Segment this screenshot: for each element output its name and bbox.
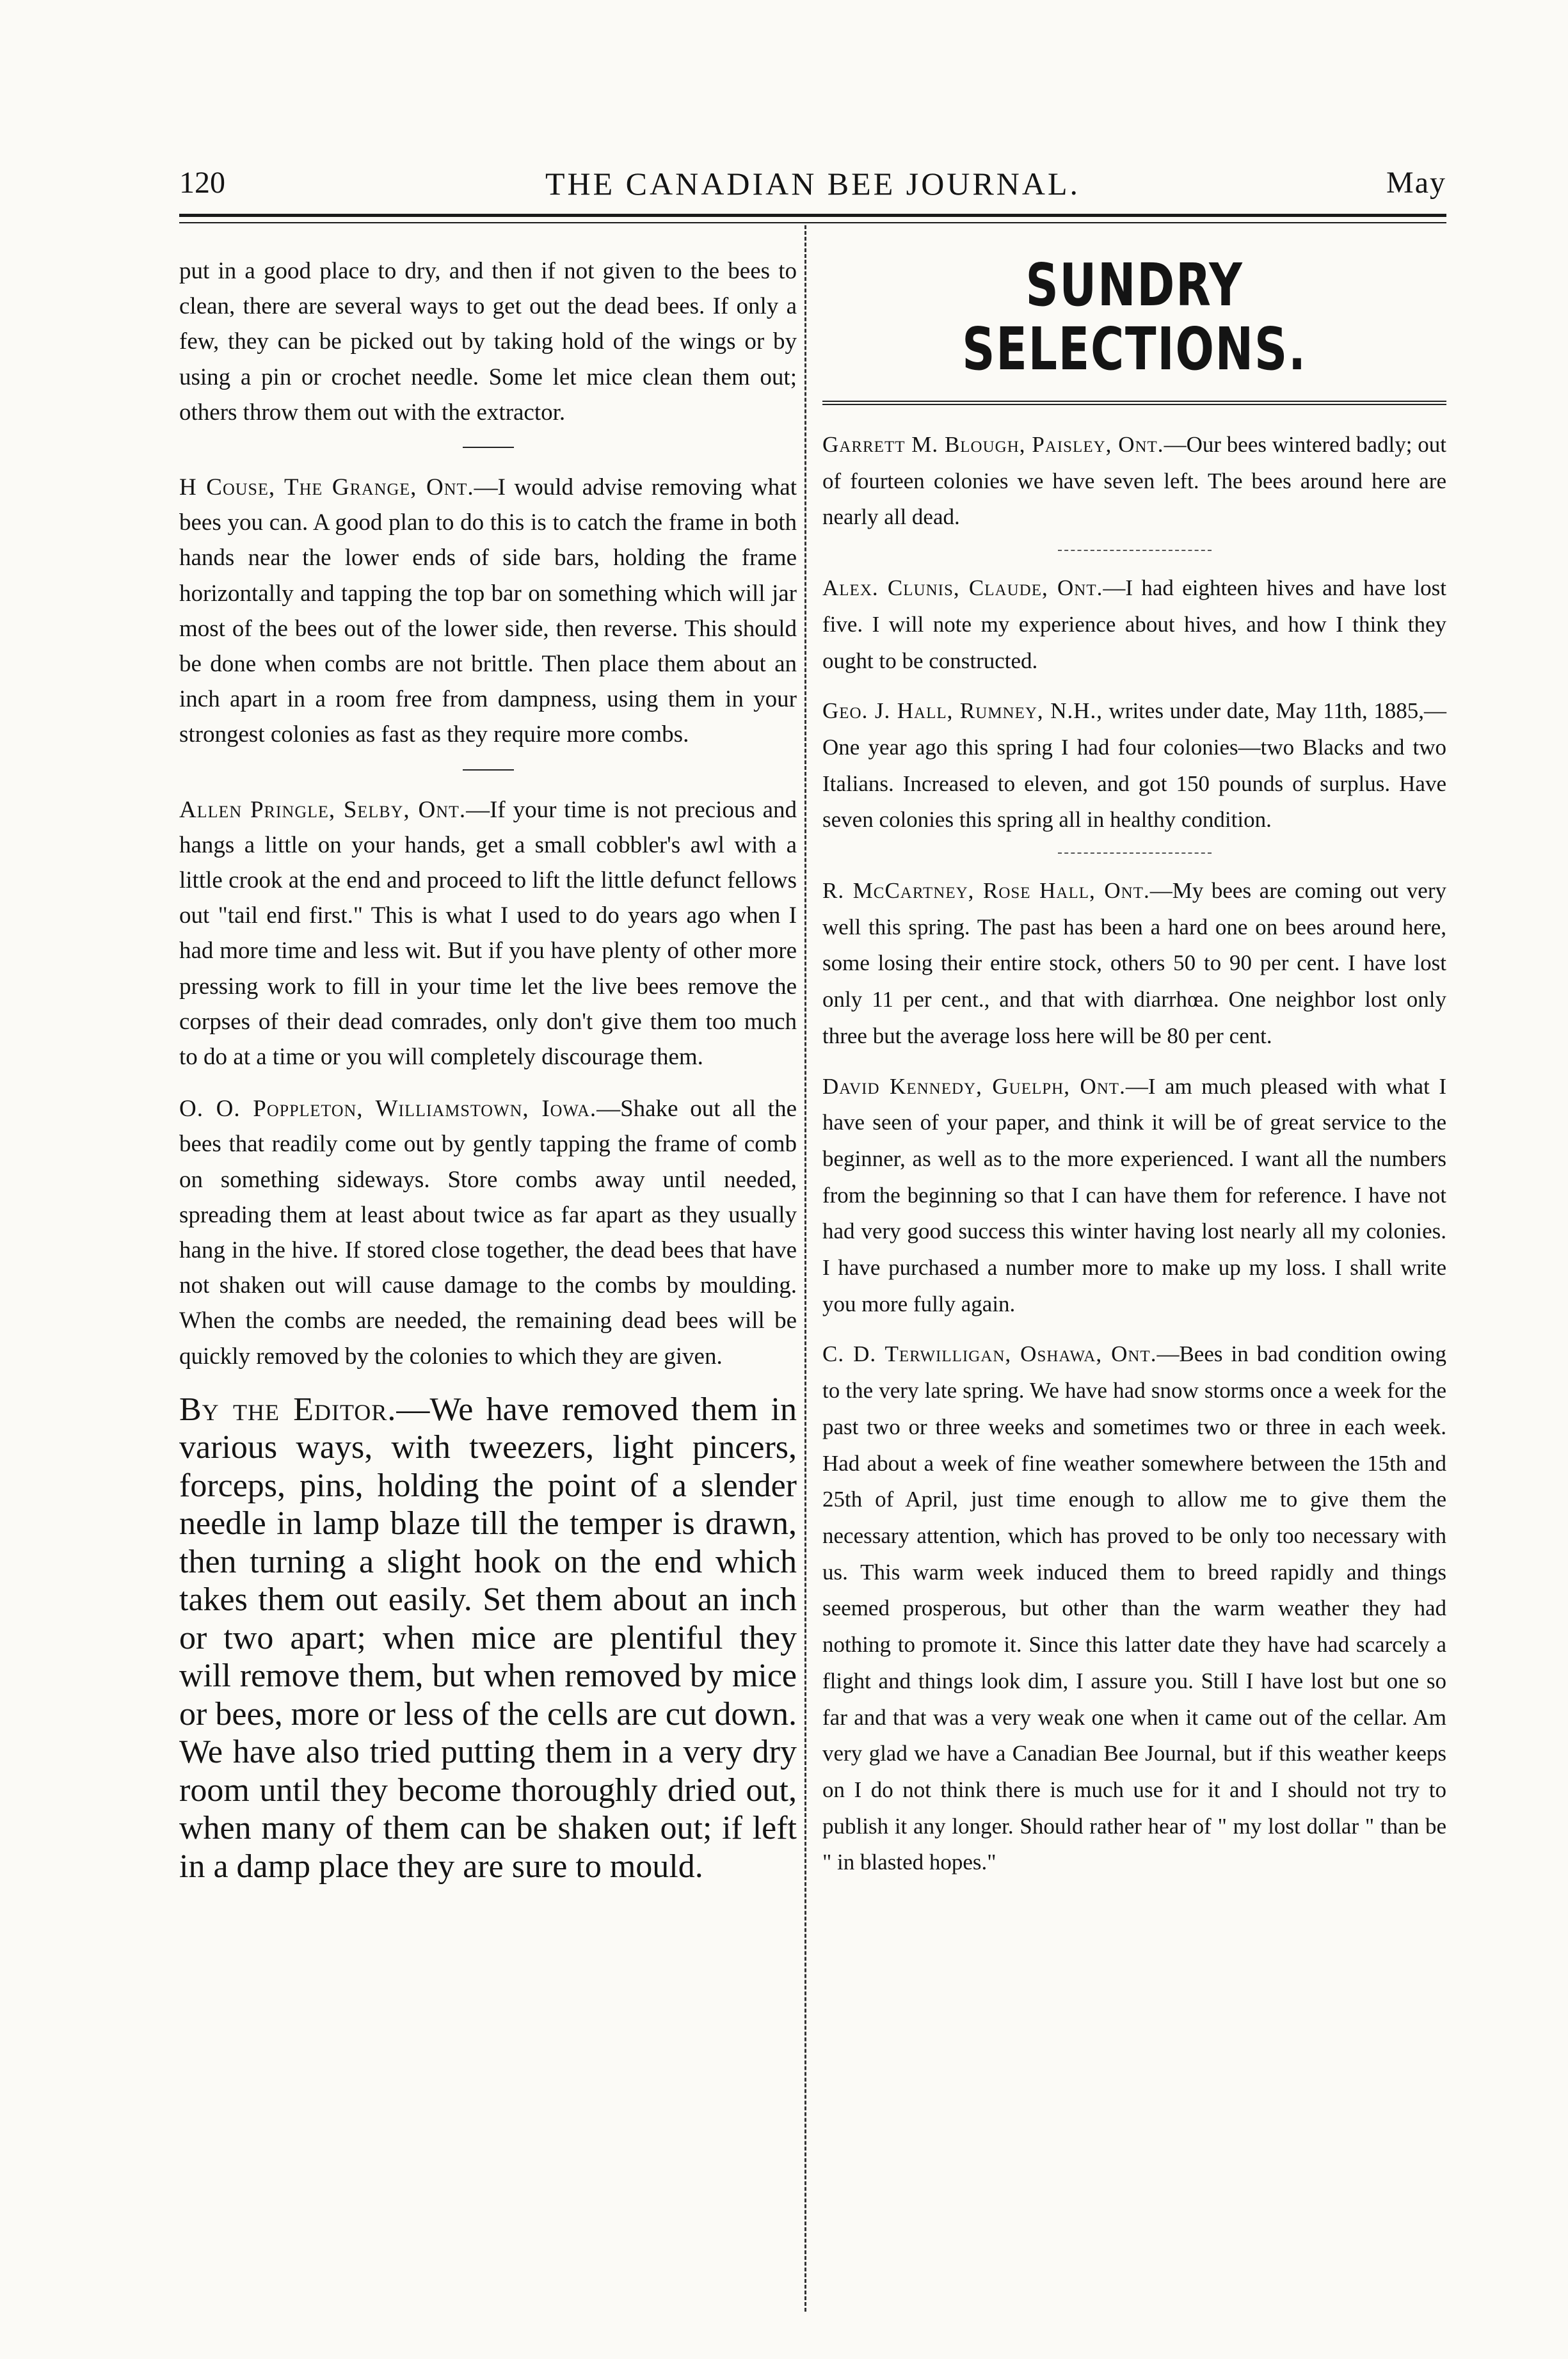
letter-poppleton	[179, 1091, 797, 1374]
letter-couse	[179, 470, 797, 753]
letter-author: Allen Pringle, Selby, Ont.	[179, 796, 467, 823]
page-header	[179, 165, 1446, 204]
journal-title: THE CANADIAN BEE JOURNAL.	[545, 166, 1081, 202]
letter-author: R. McCartney, Rose Hall, Ont.	[822, 878, 1150, 904]
title-rule	[822, 401, 1446, 402]
letter-body: —I had eighteen hives and have lost five. I will note my experience about hives, and how I think they ought to be constructed.	[822, 575, 1446, 673]
letter-author: Alex. Clunis, Claude, Ont.	[822, 575, 1103, 601]
column-divider	[804, 225, 806, 2312]
title-rule	[822, 404, 1446, 405]
letter-body: writes under date, May 11th, 1885,—One year ago this spring I had four colonies—two Blacks and two Italians. Increased to eleven, and got 150 pounds of surplus. Have seven colonies this spring all in healthy condition.	[822, 698, 1446, 833]
letter-author: O. O. Poppleton, Williamstown, Iowa.	[179, 1096, 597, 1123]
separator-rule	[463, 769, 514, 771]
letter-author: David Kennedy, Guelph, Ont.	[822, 1073, 1126, 1099]
left-column	[179, 253, 797, 1902]
editor-byline: By the Editor.	[179, 1391, 397, 1428]
letter-kennedy	[822, 1069, 1446, 1323]
letter-body: —Bees in bad condition owing to the very late spring. We have had snow storms once a week for the past two or three weeks and sometimes two or three in each week. Had about a week of fine weather somewhere between the 15th and 25th of April, just time enough to allow me to give them the necessary attention, which has proved to be only too necessary with us. This warm week induced them to breed rapidly and things seemed prosperous, but other than the warm weather they had nothing to promote it. Since this latter date they have had scarcely a flight and things look dim, I assure you. Still I have lost but one so far and that was a very weak one when it came out of the cellar. Am very glad we have a Canadian Bee Journal, but if this weather keeps on I do not think there is much use for it and I should not try to publish it any longer. Should rather hear of " my lost dollar " than be " in blasted hopes."	[822, 1341, 1446, 1875]
letter-author: Geo. J. Hall, Rumney, N.H.,	[822, 698, 1103, 724]
letter-mccartney	[822, 873, 1446, 1055]
right-column	[822, 253, 1446, 1895]
letter-author: Garrett M. Blough, Paisley, Ont.	[822, 432, 1164, 457]
letter-clunis	[822, 570, 1446, 679]
letter-author: C. D. Terwilligan, Oshawa, Ont.	[822, 1341, 1157, 1367]
issue-month: May	[1386, 166, 1446, 200]
editor-note	[179, 1391, 797, 1886]
section-title: SUNDRY SELECTIONS.	[962, 251, 1307, 383]
letter-blough	[822, 427, 1446, 536]
separator-rule	[1058, 852, 1212, 854]
separator-rule	[1058, 550, 1212, 551]
letter-body: —Our bees wintered badly; out of fourteen colonies we have seven left. The bees around here are nearly all dead.	[822, 432, 1446, 530]
editor-body: —We have removed them in various ways, with tweezers, light pincers, forceps, pins, holding the point of a slender needle in lamp blaze till the temper is drawn, then turning a slight hook on the end which takes them out easily. Set them about an inch or two apart; when mice are plentiful they will remove them, but when removed by mice or bees, more or less of the cells are cut down. We have also tried putting them in a very dry room until they become thoroughly dried out, when many of them can be shaken out; if left in a damp place they are sure to mould.	[179, 1391, 797, 1885]
page-number: 120	[179, 166, 225, 200]
letter-body: —Shake out all the bees that readily come out by gently tapping the frame of comb on something sideways. Store combs away until needed, spreading them at least about twice as far apart as they usually hang in the hive. If stored close together, the dead bees that have not shaken out will cause damage to the combs by moulding. When the combs are needed, the remaining dead bees will be quickly removed by the colonies to which they are given.	[179, 1096, 797, 1370]
letter-body: —I am much pleased with what I have seen of your paper, and think it will be of great service to the beginner, as well as to the more experienced. I want all the numbers from the beginning so that I can have them for reference. I have not had very good success this winter having lost nearly all my colonies. I have purchased a number more to make up my loss. I shall write you more fully again.	[822, 1073, 1446, 1316]
letter-body: —I would advise removing what bees you can. A good plan to do this is to catch the frame in both hands near the lower ends of side bars, holding the frame horizontally and tapping the top bar on something which will jar most of the bees out of the lower side, then reverse. This should be done when combs are not brittle. Then place them about an inch apart in a room free from dampness, using them in your strongest colonies as fast as they require more combs.	[179, 474, 797, 748]
letter-terwilligan	[822, 1336, 1446, 1881]
letter-body: —If your time is not precious and hangs a little on your hands, get a small cobbler's awl with a little crook at the end and proceed to lift the little defunct fellows out "tail end first." This is what I used to do years ago when I had more time and less wit. But if you have plenty of other more pressing work to fill in your time let the live bees remove the corpses of their dead comrades, only don't give them too much to do at a time or you will completely discourage them.	[179, 796, 797, 1071]
left-paragraph-continued: put in a good place to dry, and then if not given to the bees to clean, there are several ways to get out the dead bees. If only a few, they can be picked out by taking hold of the wings or by using a pin or crochet needle. Some let mice clean them out; others throw them out with the extractor.	[179, 258, 797, 426]
header-rule-thick	[179, 214, 1446, 217]
letter-hall	[822, 693, 1446, 838]
letter-body: —My bees are coming out very well this spring. The past has been a hard one on bees around here, some losing their entire stock, others 50 to 90 per cent. I have lost only 11 per cent., and that with diarrhœa. One neighbor lost only three but the average loss here will be 80 per cent.	[822, 878, 1446, 1048]
letter-author: H Couse, The Grange, Ont.	[179, 474, 474, 501]
letter-pringle	[179, 792, 797, 1075]
separator-rule	[463, 447, 514, 448]
header-rule-thin	[179, 222, 1446, 223]
